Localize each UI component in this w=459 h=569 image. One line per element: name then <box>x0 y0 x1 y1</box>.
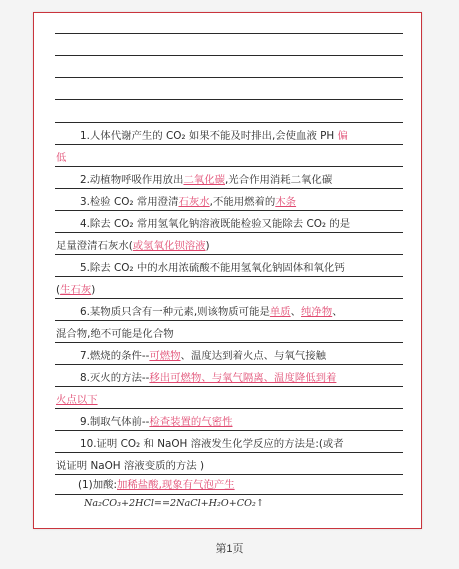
rule-6 <box>55 210 403 211</box>
item-7-text-a: 7.燃烧的条件-- <box>80 350 150 362</box>
item-4-answer: 或氢氧化钡溶液 <box>132 240 206 252</box>
item-2-line <box>80 173 404 187</box>
item-3-line <box>80 195 404 209</box>
rule-15 <box>55 408 403 409</box>
top-rule-1 <box>55 33 403 34</box>
rule-2 <box>55 122 403 123</box>
item-9-line <box>80 415 404 429</box>
item-5-continuation <box>56 283 406 297</box>
item-8-answer: 移出可燃物、与氧气隔离、温度降低到着 <box>149 372 337 384</box>
item-8-line <box>80 371 404 385</box>
rule-1 <box>55 99 403 100</box>
item-6-continuation <box>56 327 406 341</box>
item-8-answer-cont: 火点以下 <box>56 394 98 406</box>
top-rule-3 <box>55 77 403 78</box>
rule-9 <box>55 276 403 277</box>
item-1-continuation <box>56 151 406 165</box>
item-3-text-b: ,不能用燃着的 <box>209 196 276 208</box>
rule-5 <box>55 188 403 189</box>
item-8-text-a: 8.灭火的方法-- <box>80 372 150 384</box>
item-10-sub-1-label: (1)加酸: <box>78 479 118 491</box>
item-1-answer: 偏 <box>337 130 348 142</box>
item-6-line <box>80 305 404 319</box>
item-8-continuation <box>56 393 406 407</box>
item-5-text-b: ) <box>91 284 96 296</box>
item-6-answer-2: 纯净物 <box>301 306 333 318</box>
item-10-continuation <box>56 459 406 473</box>
rule-19 <box>55 494 403 495</box>
item-3-answer-2: 木条 <box>275 196 297 208</box>
item-7-answer: 可燃物 <box>149 350 181 362</box>
item-2-text-a: 2.动植物呼吸作用放出 <box>80 174 184 186</box>
item-10-text: 10.证明 CO₂ 和 NaOH 溶液发生化学反应的方法是:(或者 <box>80 438 344 450</box>
rule-3 <box>55 144 403 145</box>
item-6-text-a: 6.某物质只含有一种元素,则该物质可能是 <box>80 306 270 318</box>
item-4-text: 4.除去 CO₂ 常用氢氧化钠溶液既能检验又能除去 CO₂ 的是 <box>80 218 351 230</box>
item-10-text-b: 说证明 NaOH 溶液变质的方法 ) <box>56 460 204 472</box>
item-10-line <box>80 437 404 451</box>
item-4-text-b: ) <box>205 240 210 252</box>
item-10-sub-1 <box>78 478 404 492</box>
item-1-answer-cont: 低 <box>56 152 67 164</box>
item-5-text: 5.除去 CO₂ 中的水用浓硫酸不能用氢氧化钠固体和氧化钙 <box>80 262 345 274</box>
item-2-answer: 二氧化碳 <box>183 174 225 186</box>
chemical-equation <box>84 497 404 511</box>
item-1-line <box>80 129 404 143</box>
rule-8 <box>55 254 403 255</box>
rule-17 <box>55 452 403 453</box>
item-9-text-a: 9.制取气体前-- <box>80 416 150 428</box>
rule-13 <box>55 364 403 365</box>
item-2-text-b: ,光合作用消耗二氧化碳 <box>225 174 333 186</box>
item-4-line <box>80 217 404 231</box>
item-1-text: 1.人体代谢产生的 CO₂ 如果不能及时排出,会使血液 PH <box>80 130 335 142</box>
item-5-line <box>80 261 404 275</box>
rule-12 <box>55 342 403 343</box>
item-4-continuation <box>56 239 406 253</box>
item-3-text-a: 3.检验 CO₂ 常用澄清 <box>80 196 179 208</box>
rule-16 <box>55 430 403 431</box>
rule-11 <box>55 320 403 321</box>
top-rule-2 <box>55 55 403 56</box>
rule-14 <box>55 386 403 387</box>
item-7-text-b: 、温度达到着火点、与氧气接触 <box>180 350 327 362</box>
item-6-text-c: 、 <box>332 306 343 318</box>
item-3-answer-1: 石灰水 <box>178 196 210 208</box>
rule-4 <box>55 166 403 167</box>
rule-7 <box>55 232 403 233</box>
item-4-text-a: 足量澄清石灰水( <box>56 240 133 252</box>
item-7-line <box>80 349 404 363</box>
item-6-text-b: 、 <box>290 306 302 318</box>
page-number: 第1页 <box>215 543 244 555</box>
equation-text: Na₂CO₃+2HCl==2NaCl+H₂O+CO₂↑ <box>84 498 264 509</box>
item-5-text-a: ( <box>56 284 61 296</box>
item-6-text-d: 混合物,绝不可能是化合物 <box>56 328 174 340</box>
item-5-answer: 生石灰 <box>60 284 92 296</box>
item-6-answer-1: 单质 <box>269 306 291 318</box>
rule-18 <box>55 474 403 475</box>
rule-10 <box>55 298 403 299</box>
item-9-answer: 检查装置的气密性 <box>149 416 233 428</box>
item-10-sub-1-answer: 加稀盐酸,现象有气泡产生 <box>117 479 235 491</box>
